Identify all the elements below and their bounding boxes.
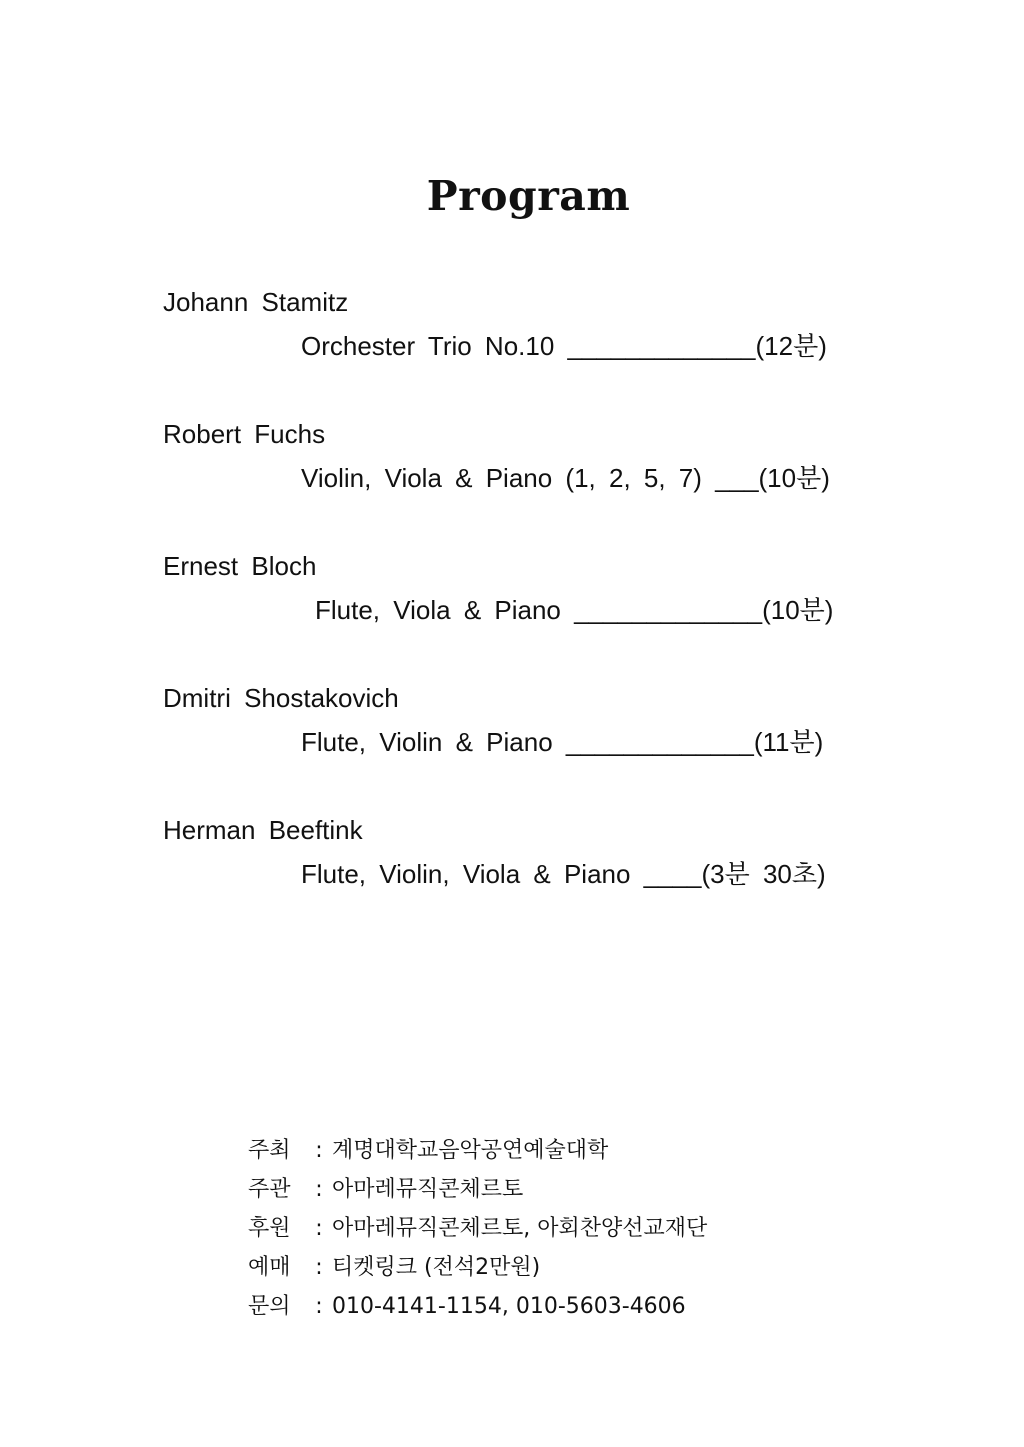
info-value: 아마레뮤직콘체르토 xyxy=(332,1177,524,1202)
info-row-tickets xyxy=(248,1250,707,1289)
info-row-sponsor xyxy=(248,1211,707,1250)
work-title: Flute, Viola & Piano _____________(10분) xyxy=(315,595,834,625)
composer-name: Ernest Bloch xyxy=(163,551,317,581)
info-separator: : xyxy=(315,1177,323,1202)
info-separator: : xyxy=(315,1255,323,1280)
page-title: Program xyxy=(426,172,631,220)
work-title: Flute, Violin, Viola & Piano ____(3분 30초) xyxy=(301,859,826,889)
info-separator: : xyxy=(315,1216,323,1241)
info-separator: : xyxy=(315,1138,323,1163)
program-entry xyxy=(163,678,923,810)
info-separator: : xyxy=(315,1294,323,1319)
info-label: 예매 xyxy=(248,1255,291,1280)
info-label: 주최 xyxy=(248,1138,291,1163)
program-entry xyxy=(163,414,923,546)
work-title: Violin, Viola & Piano (1, 2, 5, 7) ___(10분) xyxy=(301,463,830,493)
info-row-host xyxy=(248,1133,707,1172)
composer-name: Johann Stamitz xyxy=(163,287,349,317)
work-title: Orchester Trio No.10 _____________(12분) xyxy=(301,331,827,361)
work-title: Flute, Violin & Piano _____________(11분) xyxy=(301,727,824,757)
program-entry xyxy=(163,810,923,942)
info-value: 계명대학교음악공연예술대학 xyxy=(332,1138,609,1163)
info-row-contact xyxy=(248,1289,707,1328)
composer-name: Herman Beeftink xyxy=(163,815,363,845)
composer-name: Robert Fuchs xyxy=(163,419,326,449)
info-value: 티켓링크 (전석2만원) xyxy=(332,1255,541,1280)
program-entry xyxy=(163,546,923,678)
program-entry xyxy=(163,282,923,414)
program-list xyxy=(163,282,923,942)
info-label: 주관 xyxy=(248,1177,291,1202)
info-label: 문의 xyxy=(248,1294,291,1319)
composer-name: Dmitri Shostakovich xyxy=(163,683,399,713)
info-label: 후원 xyxy=(248,1216,291,1241)
info-row-organizer xyxy=(248,1172,707,1211)
info-value: 010-4141-1154, 010-5603-4606 xyxy=(332,1294,686,1319)
info-value: 아마레뮤직콘체르토, 아회찬양선교재단 xyxy=(332,1216,708,1241)
concert-info xyxy=(248,1133,707,1328)
